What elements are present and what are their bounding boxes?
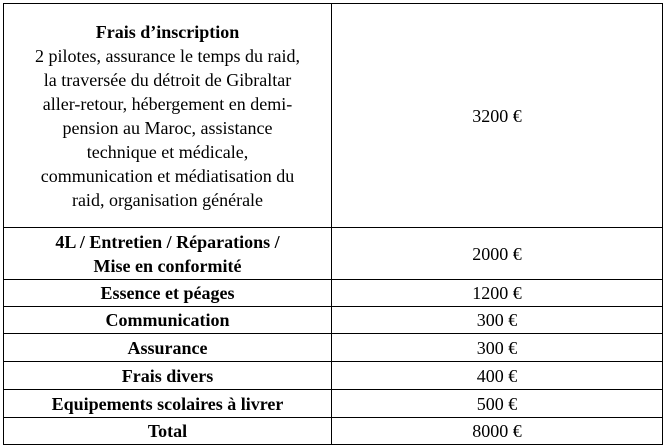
row-description-line: pension au Maroc, assistance [62,117,273,138]
row-description-line: raid, organisation générale [71,189,264,210]
row-label-cell [4,4,332,228]
row-label: Equipements scolaires à livrer [4,390,332,418]
row-label: Communication [4,307,332,334]
row-label-line: 4L / Entretien / Réparations / [55,231,280,252]
total-label: Total [4,418,332,445]
row-description-line: communication et médiatisation du [40,165,295,186]
row-description-line: la traversée du détroit de Gibraltar [43,69,292,90]
row-label: Essence et péages [4,280,332,307]
row-amount: 500 € [332,390,663,418]
row-amount: 1200 € [332,280,663,307]
row-label: Frais d’inscription [95,21,240,42]
row-label: Frais divers [4,362,332,390]
row-description-line: technique et médicale, [86,141,249,162]
row-description-line: 2 pilotes, assurance le temps du raid, [35,45,300,66]
row-amount: 300 € [332,307,663,334]
row-amount: 400 € [332,362,663,390]
row-label-cell [4,228,332,280]
row-description-line: aller-retour, hébergement en demi- [42,93,293,114]
row-amount: 2000 € [332,228,663,280]
row-label-line: Mise en conformité [93,255,242,276]
table-row [4,334,663,362]
table-row-total [4,418,663,445]
table-row [4,390,663,418]
table-row [4,362,663,390]
row-label: Assurance [4,334,332,362]
row-amount: 300 € [332,334,663,362]
table-row [4,280,663,307]
table-row [4,228,663,280]
budget-table [3,3,663,445]
table-row [4,307,663,334]
total-amount: 8000 € [332,418,663,445]
row-amount: 3200 € [332,4,663,228]
table-row [4,4,663,228]
